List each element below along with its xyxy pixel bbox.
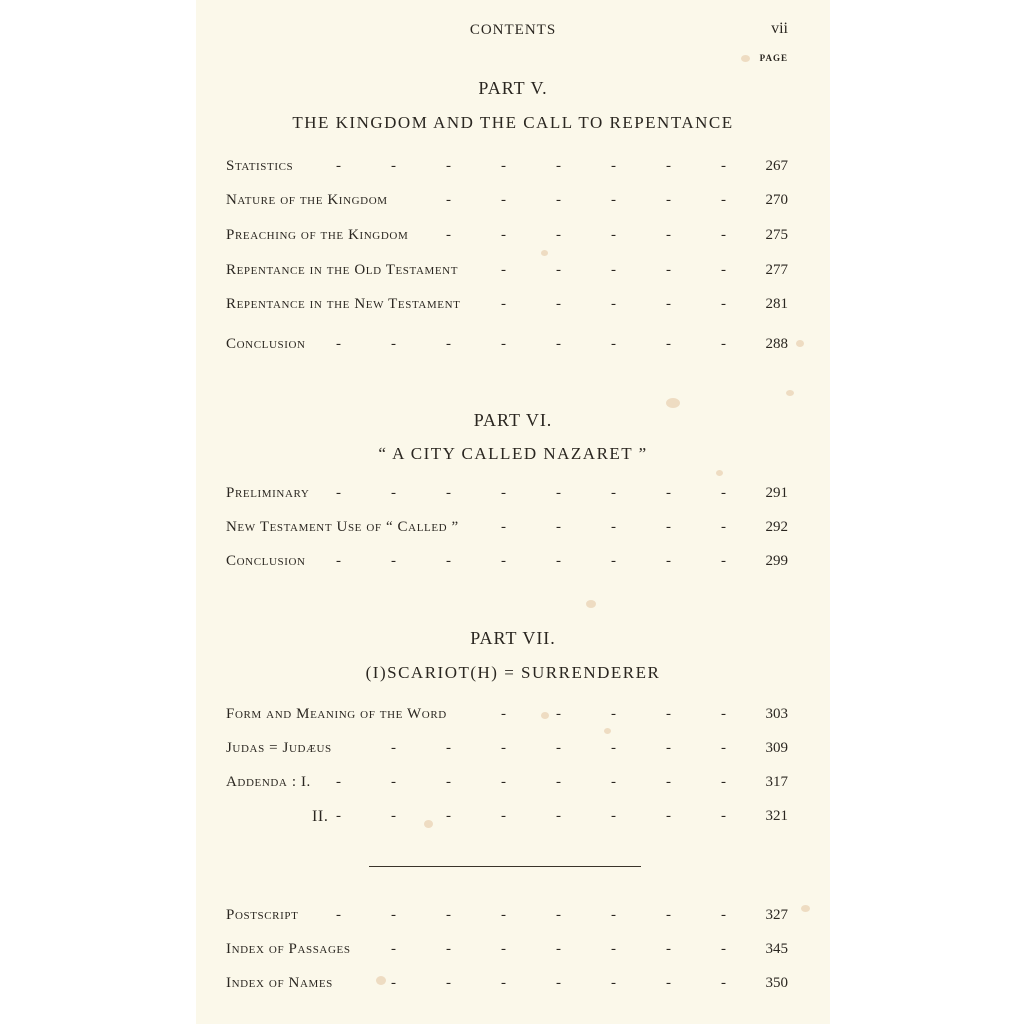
toc-entry[interactable] <box>226 774 788 796</box>
leader-dash: - <box>721 553 726 569</box>
toc-entry-label: Conclusion <box>226 336 306 352</box>
leader-dash: - <box>666 262 671 278</box>
leader-dash: - <box>556 706 561 722</box>
part-vii-heading: PART VII. <box>470 628 556 648</box>
toc-entry-page: 327 <box>765 907 788 923</box>
page-column-label: PAGE <box>759 53 788 63</box>
leader-dash: - <box>666 519 671 535</box>
toc-entry[interactable] <box>226 907 788 929</box>
leader-dash: - <box>336 774 341 790</box>
leader-dash: - <box>501 774 506 790</box>
leader-dash: - <box>666 485 671 501</box>
leader-dash: - <box>721 192 726 208</box>
leader-dash: - <box>611 519 616 535</box>
leader-dash: - <box>611 907 616 923</box>
leader-dash: - <box>391 485 396 501</box>
leader-dash: - <box>336 158 341 174</box>
leader-dash: - <box>721 975 726 991</box>
toc-entry-page: 275 <box>765 227 788 243</box>
toc-entry[interactable] <box>226 227 788 249</box>
leader-dash: - <box>666 774 671 790</box>
leader-dash: - <box>501 296 506 312</box>
part-v-title: THE KINGDOM AND THE CALL TO REPENTANCE <box>292 113 734 132</box>
leader-dash: - <box>446 227 451 243</box>
leader-dash: - <box>556 774 561 790</box>
leader-dash: - <box>611 740 616 756</box>
leader-dash: - <box>721 740 726 756</box>
toc-entry[interactable] <box>226 941 788 963</box>
toc-entry[interactable] <box>226 485 788 507</box>
leader-dash: - <box>666 706 671 722</box>
leader-dash: - <box>501 553 506 569</box>
leader-dash: - <box>446 192 451 208</box>
leader-dash: - <box>721 485 726 501</box>
toc-entry-label: Judas = Judæus <box>226 740 332 756</box>
toc-entry-label: Form and Meaning of the Word <box>226 706 447 722</box>
toc-entry-label: Statistics <box>226 158 294 174</box>
toc-entry[interactable] <box>226 740 788 762</box>
leader-dash: - <box>721 158 726 174</box>
leader-dash: - <box>556 158 561 174</box>
leader-dash: - <box>721 227 726 243</box>
leader-dash: - <box>556 296 561 312</box>
leader-dash: - <box>336 808 341 824</box>
leader-dash: - <box>446 553 451 569</box>
leader-dash: - <box>391 336 396 352</box>
leader-dash: - <box>446 336 451 352</box>
leader-dash: - <box>556 262 561 278</box>
leader-dash: - <box>556 227 561 243</box>
leader-dash: - <box>556 808 561 824</box>
toc-entry-page: 303 <box>765 706 788 722</box>
leader-dash: - <box>611 975 616 991</box>
leader-dash: - <box>611 192 616 208</box>
part-vi-heading: PART VI. <box>473 410 553 430</box>
toc-entry-page: 345 <box>765 941 788 957</box>
leader-dash: - <box>666 553 671 569</box>
leader-dash: - <box>501 907 506 923</box>
leader-dash: - <box>666 808 671 824</box>
leader-dash: - <box>391 740 396 756</box>
leader-dash: - <box>721 907 726 923</box>
leader-dash: - <box>721 336 726 352</box>
toc-entry[interactable] <box>226 336 788 358</box>
toc-entry-label: Index of Names <box>226 975 333 991</box>
leader-dash: - <box>501 740 506 756</box>
leader-dash: - <box>391 553 396 569</box>
leader-dash: - <box>721 808 726 824</box>
leader-dash: - <box>611 227 616 243</box>
toc-entry[interactable] <box>226 192 788 214</box>
section-divider <box>369 866 641 867</box>
leader-dash: - <box>501 706 506 722</box>
toc-entry[interactable] <box>226 975 788 997</box>
leader-dash: - <box>721 519 726 535</box>
leader-dash: - <box>666 296 671 312</box>
leader-dash: - <box>446 158 451 174</box>
toc-entry-page: 299 <box>765 553 788 569</box>
leader-dash: - <box>501 192 506 208</box>
leader-dash: - <box>336 336 341 352</box>
part-vi-title: “ A CITY CALLED NAZARET ” <box>378 444 648 463</box>
leader-dash: - <box>446 941 451 957</box>
leader-dash: - <box>666 740 671 756</box>
toc-entry-label: Preliminary <box>226 485 310 501</box>
leader-dash: - <box>721 706 726 722</box>
toc-entry-label: Preaching of the Kingdom <box>226 227 409 243</box>
leader-dash: - <box>336 485 341 501</box>
toc-entry[interactable] <box>226 296 788 318</box>
leader-dash: - <box>336 907 341 923</box>
toc-entry-page: 281 <box>765 296 788 312</box>
leader-dash: - <box>446 975 451 991</box>
leader-dash: - <box>611 485 616 501</box>
toc-entry-label: Index of Passages <box>226 941 351 957</box>
leader-dash: - <box>611 808 616 824</box>
leader-dash: - <box>721 941 726 957</box>
toc-entry-label: Nature of the Kingdom <box>226 192 388 208</box>
leader-dash: - <box>666 192 671 208</box>
leader-dash: - <box>666 975 671 991</box>
toc-entry[interactable] <box>226 808 788 830</box>
toc-entry-label: Addenda : I. <box>226 774 311 790</box>
toc-entry-label: Postscript <box>226 907 299 923</box>
leader-dash: - <box>556 192 561 208</box>
leader-dash: - <box>556 740 561 756</box>
leader-dash: - <box>446 774 451 790</box>
leader-dash: - <box>611 941 616 957</box>
page-number: vii <box>771 20 788 37</box>
toc-entry-page: 288 <box>765 336 788 352</box>
toc-entry-label: Conclusion <box>226 553 306 569</box>
leader-dash: - <box>721 296 726 312</box>
leader-dash: - <box>501 227 506 243</box>
leader-dash: - <box>721 774 726 790</box>
leader-dash: - <box>666 158 671 174</box>
toc-entry-page: 267 <box>765 158 788 174</box>
leader-dash: - <box>611 336 616 352</box>
leader-dash: - <box>611 774 616 790</box>
running-header-title: CONTENTS <box>469 22 557 38</box>
toc-entry-page: 292 <box>765 519 788 535</box>
leader-dash: - <box>556 553 561 569</box>
leader-dash: - <box>446 808 451 824</box>
leader-dash: - <box>556 519 561 535</box>
leader-dash: - <box>501 519 506 535</box>
toc-entry-page: 277 <box>765 262 788 278</box>
toc-entry-label: Repentance in the New Testament <box>226 296 461 312</box>
leader-dash: - <box>556 336 561 352</box>
leader-dash: - <box>501 336 506 352</box>
leader-dash: - <box>666 336 671 352</box>
part-v-heading: PART V. <box>478 78 548 98</box>
toc-entry-page: 317 <box>765 774 788 790</box>
leader-dash: - <box>666 907 671 923</box>
leader-dash: - <box>611 158 616 174</box>
leader-dash: - <box>446 740 451 756</box>
leader-dash: - <box>611 262 616 278</box>
toc-entry[interactable] <box>226 262 788 284</box>
leader-dash: - <box>391 975 396 991</box>
leader-dash: - <box>391 808 396 824</box>
leader-dash: - <box>666 227 671 243</box>
leader-dash: - <box>391 941 396 957</box>
leader-dash: - <box>501 485 506 501</box>
leader-dash: - <box>446 907 451 923</box>
toc-entry-page: 350 <box>765 975 788 991</box>
leader-dash: - <box>391 158 396 174</box>
leader-dash: - <box>501 158 506 174</box>
toc-entry-page: 270 <box>765 192 788 208</box>
leader-dash: - <box>611 296 616 312</box>
leader-dash: - <box>501 941 506 957</box>
book-page <box>196 0 830 1024</box>
leader-dash: - <box>391 907 396 923</box>
leader-dash: - <box>556 975 561 991</box>
toc-entry-page: 291 <box>765 485 788 501</box>
toc-entry[interactable] <box>226 519 788 541</box>
leader-dash: - <box>666 941 671 957</box>
leader-dash: - <box>391 774 396 790</box>
part-vii-title: (I)SCARIOT(H) = SURRENDERER <box>365 663 661 682</box>
toc-entry-label: Repentance in the Old Testament <box>226 262 459 278</box>
leader-dash: - <box>446 485 451 501</box>
toc-entry[interactable] <box>226 706 788 728</box>
toc-entry[interactable] <box>226 553 788 575</box>
leader-dash: - <box>611 706 616 722</box>
leader-dash: - <box>501 975 506 991</box>
toc-entry-page: 321 <box>765 808 788 824</box>
leader-dash: - <box>336 553 341 569</box>
leader-dash: - <box>556 907 561 923</box>
toc-entry-label: II. <box>312 808 329 825</box>
leader-dash: - <box>611 553 616 569</box>
leader-dash: - <box>721 262 726 278</box>
leader-dash: - <box>501 262 506 278</box>
leader-dash: - <box>556 485 561 501</box>
leader-dash: - <box>556 941 561 957</box>
toc-entry-page: 309 <box>765 740 788 756</box>
toc-entry-label: New Testament Use of “ Called ” <box>226 519 459 535</box>
leader-dash: - <box>501 808 506 824</box>
toc-entry[interactable] <box>226 158 788 180</box>
